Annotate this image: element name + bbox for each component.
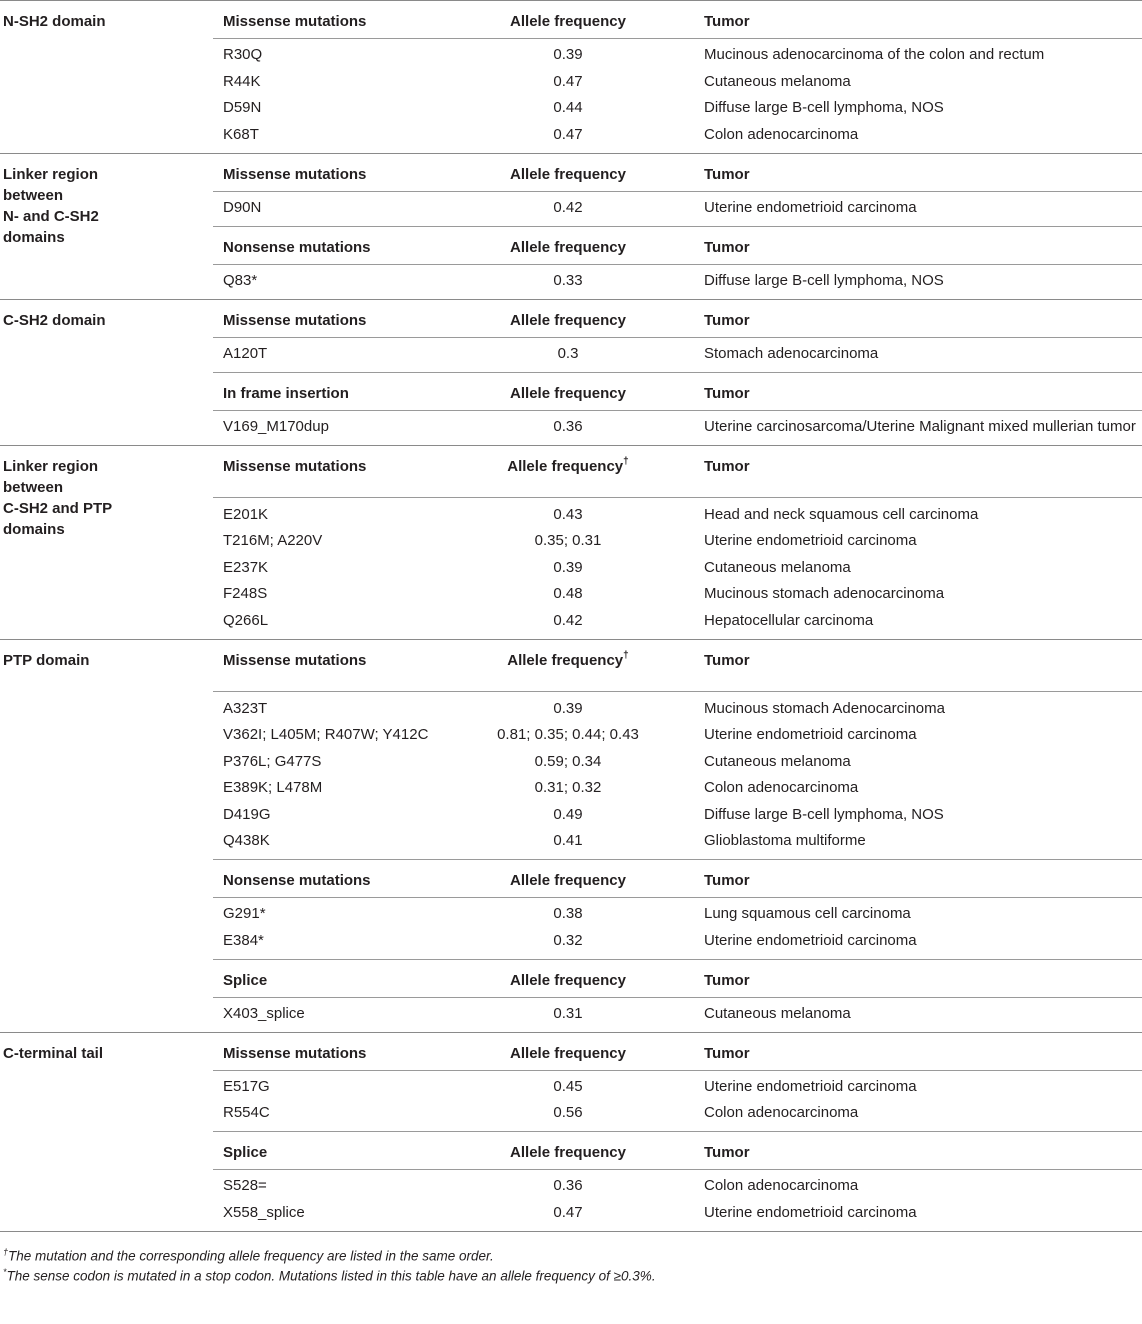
group-divider xyxy=(213,1169,1142,1170)
column-header-tumor: Tumor xyxy=(704,238,750,256)
allele-frequency-label: Allele frequency xyxy=(507,651,624,669)
domain-label-line: domains xyxy=(3,228,65,246)
domain-label xyxy=(3,456,213,540)
mutation-cell: X558_splice xyxy=(223,1203,305,1221)
group-divider xyxy=(213,191,1142,192)
footnote xyxy=(3,1263,656,1286)
mutation-cell: A323T xyxy=(223,699,268,717)
section-divider xyxy=(0,639,1142,640)
allele-frequency-label: Allele frequency xyxy=(510,971,626,989)
column-header-mutation-type: Missense mutations xyxy=(223,651,367,669)
column-header-mutation-type: Missense mutations xyxy=(223,1044,367,1062)
domain-label xyxy=(3,310,213,331)
tumor-cell: Stomach adenocarcinoma xyxy=(704,344,879,362)
domain-label-line: between xyxy=(3,186,64,204)
tumor-cell: Cutaneous melanoma xyxy=(704,558,851,576)
tumor-cell: Uterine endometrioid carcinoma xyxy=(704,198,917,216)
domain-label-line: Linker region xyxy=(3,457,99,475)
tumor-cell: Colon adenocarcinoma xyxy=(704,125,859,143)
mutation-cell: D59N xyxy=(223,99,262,116)
column-header-mutation-type: Nonsense mutations xyxy=(223,872,371,889)
column-header-allele-frequency xyxy=(468,1044,668,1064)
section-divider xyxy=(0,445,1142,446)
allele-frequency-cell: 0.36 xyxy=(553,1177,583,1194)
dagger-mark: † xyxy=(623,455,629,467)
column-header-mutation-type: Missense mutations xyxy=(223,13,367,30)
column-header-allele-frequency xyxy=(468,12,668,32)
mutation-cell: R30Q xyxy=(223,46,263,63)
group-divider xyxy=(213,497,1142,498)
allele-frequency-cell: 0.48 xyxy=(553,585,583,602)
mutation-cell: D90N xyxy=(223,198,262,216)
domain-label-line: C-SH2 domain xyxy=(3,311,106,329)
allele-frequency-cell: 0.45 xyxy=(553,1077,583,1095)
allele-frequency-cell: 0.59; 0.34 xyxy=(534,752,602,770)
allele-frequency-cell: 0.31 xyxy=(553,1004,583,1022)
allele-frequency-cell: 0.33 xyxy=(553,271,583,289)
tumor-cell: Uterine endometrioid carcinoma xyxy=(704,726,917,743)
column-header-allele-frequency xyxy=(468,651,668,671)
domain-label xyxy=(3,1043,213,1064)
tumor-cell: Glioblastoma multiforme xyxy=(704,832,866,849)
domain-label-line: PTP domain xyxy=(3,651,90,669)
tumor-cell: Cutaneous melanoma xyxy=(704,72,851,90)
column-header-tumor: Tumor xyxy=(704,1044,750,1062)
column-header-allele-frequency xyxy=(468,165,668,185)
column-header-tumor: Tumor xyxy=(704,1144,750,1161)
allele-frequency-label: Allele frequency xyxy=(510,165,626,183)
mutation-cell: E517G xyxy=(223,1077,270,1095)
tumor-cell: Mucinous adenocarcinoma of the colon and rectum xyxy=(704,46,1045,63)
tumor-cell: Uterine endometrioid carcinoma xyxy=(704,1077,917,1095)
tumor-cell: Head and neck squamous cell carcinoma xyxy=(704,505,979,523)
mutation-cell: K68T xyxy=(223,125,259,143)
group-divider xyxy=(213,264,1142,265)
column-header-allele-frequency xyxy=(468,238,668,258)
mutation-cell: P376L; G477S xyxy=(223,752,322,770)
mutation-cell: E237K xyxy=(223,558,269,576)
group-divider xyxy=(213,38,1142,39)
column-header-allele-frequency xyxy=(468,1143,668,1163)
tumor-cell: Colon adenocarcinoma xyxy=(704,779,859,796)
allele-frequency-cell: 0.43 xyxy=(553,505,583,523)
section-divider xyxy=(0,0,1142,1)
column-header-tumor: Tumor xyxy=(704,971,750,989)
allele-frequency-cell: 0.81; 0.35; 0.44; 0.43 xyxy=(497,726,639,743)
mutation-cell: D419G xyxy=(223,805,271,823)
column-header-allele-frequency xyxy=(468,871,668,891)
column-header-mutation-type: Splice xyxy=(223,1144,268,1161)
footnote-symbol: * xyxy=(3,1266,7,1277)
allele-frequency-cell: 0.36 xyxy=(553,417,583,435)
allele-frequency-label: Allele frequency xyxy=(507,457,624,475)
allele-frequency-cell: 0.39 xyxy=(553,699,583,717)
section-divider xyxy=(0,299,1142,300)
mutation-cell: F248S xyxy=(223,585,268,602)
allele-frequency-cell: 0.47 xyxy=(553,125,583,143)
domain-label-line: N- and C-SH2 xyxy=(3,207,99,225)
group-divider xyxy=(213,997,1142,998)
allele-frequency-cell: 0.47 xyxy=(553,72,583,90)
tumor-cell: Cutaneous melanoma xyxy=(704,752,851,770)
column-header-tumor: Tumor xyxy=(704,457,750,475)
tumor-cell: Hepatocellular carcinoma xyxy=(704,611,874,629)
column-header-mutation-type: Splice xyxy=(223,971,268,989)
mutation-cell: G291* xyxy=(223,905,266,922)
column-header-mutation-type: Nonsense mutations xyxy=(223,238,371,256)
group-divider xyxy=(213,897,1142,898)
mutation-cell: S528= xyxy=(223,1177,267,1194)
column-header-tumor: Tumor xyxy=(704,13,750,30)
column-header-allele-frequency xyxy=(468,384,668,404)
domain-label xyxy=(3,164,213,248)
footnote-text: The mutation and the corresponding allele frequency are listed in the same order. xyxy=(8,1248,494,1263)
column-header-mutation-type: Missense mutations xyxy=(223,457,367,475)
mutation-cell: Q438K xyxy=(223,832,270,849)
dagger-mark: † xyxy=(623,649,629,661)
allele-frequency-cell: 0.41 xyxy=(553,832,583,849)
mutation-cell: R554C xyxy=(223,1104,270,1121)
allele-frequency-cell: 0.32 xyxy=(553,931,583,949)
domain-label-line: N-SH2 domain xyxy=(3,13,106,30)
column-header-tumor: Tumor xyxy=(704,384,750,402)
allele-frequency-cell: 0.39 xyxy=(553,558,583,576)
section-divider xyxy=(0,1032,1142,1033)
allele-frequency-label: Allele frequency xyxy=(510,384,626,402)
mutation-cell: Q83* xyxy=(223,271,258,289)
footnote-text: The sense codon is mutated in a stop codon. Mutations listed in this table have an allele frequency of ≥0.3%. xyxy=(6,1268,656,1283)
group-divider xyxy=(213,959,1142,960)
allele-frequency-cell: 0.3 xyxy=(557,344,579,362)
footnote-symbol: † xyxy=(3,1246,9,1257)
tumor-cell: Diffuse large B-cell lymphoma, NOS xyxy=(704,99,944,116)
allele-frequency-label: Allele frequency xyxy=(510,1144,626,1161)
tumor-cell: Cutaneous melanoma xyxy=(704,1004,851,1022)
allele-frequency-cell: 0.49 xyxy=(553,805,583,823)
allele-frequency-cell: 0.35; 0.31 xyxy=(534,532,602,549)
mutation-cell: V169_M170dup xyxy=(223,417,329,435)
group-divider xyxy=(213,372,1142,373)
tumor-cell: Uterine endometrioid carcinoma xyxy=(704,1203,917,1221)
allele-frequency-label: Allele frequency xyxy=(510,13,626,30)
allele-frequency-cell: 0.39 xyxy=(553,46,583,63)
allele-frequency-cell: 0.42 xyxy=(553,198,583,216)
group-divider xyxy=(213,1131,1142,1132)
allele-frequency-label: Allele frequency xyxy=(510,311,626,329)
mutation-cell: T216M; A220V xyxy=(223,532,323,549)
domain-label-line: C-SH2 and PTP xyxy=(3,499,113,517)
group-divider xyxy=(213,226,1142,227)
section-divider xyxy=(0,153,1142,154)
mutation-cell: E384* xyxy=(223,931,264,949)
tumor-cell: Mucinous stomach adenocarcinoma xyxy=(704,585,945,602)
allele-frequency-cell: 0.38 xyxy=(553,905,583,922)
domain-label-line: between xyxy=(3,478,64,496)
mutation-cell: A120T xyxy=(223,344,268,362)
column-header-mutation-type: In frame insertion xyxy=(223,384,349,402)
domain-label xyxy=(3,650,213,671)
allele-frequency-cell: 0.42 xyxy=(553,611,583,629)
group-divider xyxy=(213,1070,1142,1071)
column-header-mutation-type: Missense mutations xyxy=(223,311,367,329)
mutation-cell: E389K; L478M xyxy=(223,779,323,796)
mutation-cell: Q266L xyxy=(223,611,269,629)
domain-label-line: domains xyxy=(3,520,65,538)
tumor-cell: Diffuse large B-cell lymphoma, NOS xyxy=(704,271,944,289)
column-header-allele-frequency xyxy=(468,971,668,991)
allele-frequency-label: Allele frequency xyxy=(510,238,626,256)
allele-frequency-cell: 0.44 xyxy=(553,99,583,116)
column-header-allele-frequency xyxy=(468,311,668,331)
column-header-mutation-type: Missense mutations xyxy=(223,165,367,183)
tumor-cell: Colon adenocarcinoma xyxy=(704,1104,859,1121)
group-divider xyxy=(213,410,1142,411)
tumor-cell: Lung squamous cell carcinoma xyxy=(704,905,911,922)
group-divider xyxy=(213,337,1142,338)
mutation-cell: X403_splice xyxy=(223,1004,305,1022)
tumor-cell: Mucinous stomach Adenocarcinoma xyxy=(704,699,945,717)
mutation-cell: E201K xyxy=(223,505,269,523)
allele-frequency-cell: 0.56 xyxy=(553,1104,583,1121)
mutation-cell: R44K xyxy=(223,72,261,90)
tumor-cell: Diffuse large B-cell lymphoma, NOS xyxy=(704,805,944,823)
allele-frequency-label: Allele frequency xyxy=(510,872,626,889)
tumor-cell: Colon adenocarcinoma xyxy=(704,1177,859,1194)
column-header-tumor: Tumor xyxy=(704,165,750,183)
column-header-tumor: Tumor xyxy=(704,651,750,669)
group-divider xyxy=(213,859,1142,860)
mutation-cell: V362I; L405M; R407W; Y412C xyxy=(223,726,429,743)
section-divider xyxy=(0,1231,1142,1232)
domain-label-line: Linker region xyxy=(3,165,99,183)
column-header-tumor: Tumor xyxy=(704,311,750,329)
allele-frequency-cell: 0.47 xyxy=(553,1203,583,1221)
tumor-cell: Uterine endometrioid carcinoma xyxy=(704,532,917,549)
column-header-tumor: Tumor xyxy=(704,872,750,889)
tumor-cell: Uterine carcinosarcoma/Uterine Malignant mixed mullerian tumor xyxy=(704,417,1136,435)
allele-frequency-cell: 0.31; 0.32 xyxy=(534,779,602,796)
tumor-cell: Uterine endometrioid carcinoma xyxy=(704,931,917,949)
group-divider xyxy=(213,691,1142,692)
domain-label xyxy=(3,11,213,32)
domain-label-line: C-terminal tail xyxy=(3,1044,104,1062)
allele-frequency-label: Allele frequency xyxy=(510,1044,626,1062)
column-header-allele-frequency xyxy=(468,457,668,477)
